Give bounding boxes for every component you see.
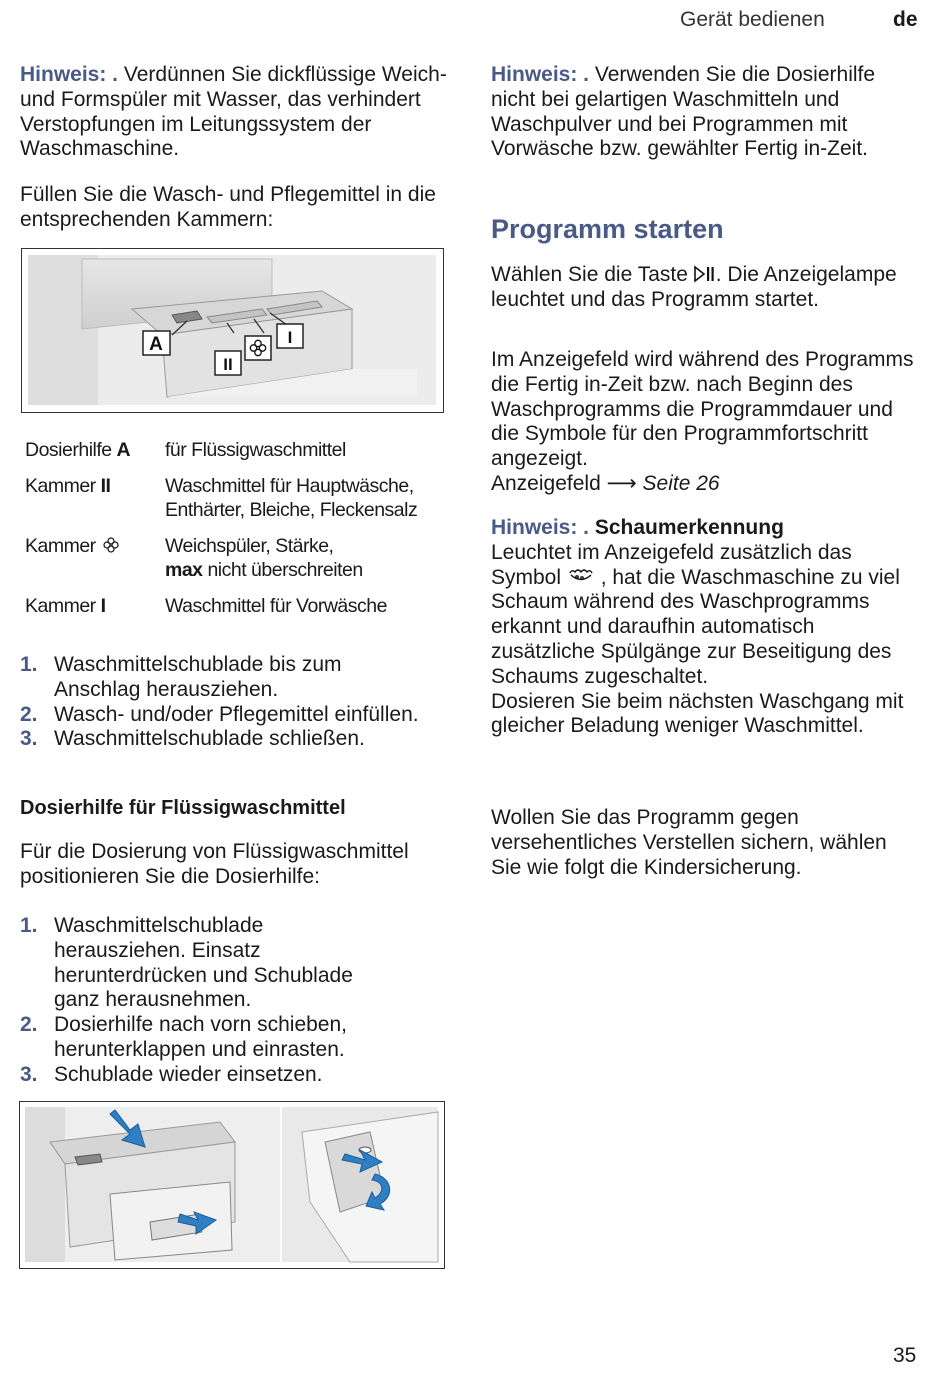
drawer-illustration (22, 249, 442, 411)
page-number: 35 (893, 1344, 917, 1367)
list-item: 3. Schublade wieder einsetzen. (20, 1062, 323, 1086)
chamber-table (25, 438, 417, 630)
dosier-figure (19, 1101, 445, 1269)
language-code: de (893, 8, 918, 31)
list-item: 2. Dosierhilfe nach vorn schieben, herunterklappen und einrasten. (20, 1013, 347, 1061)
foam-icon (567, 567, 595, 585)
chamber-desc: für Flüssigwaschmittel (165, 439, 346, 461)
list-item: 1. Waschmittelschublade bis zum Anschlag herausziehen. (20, 653, 342, 701)
child-lock-text: Wollen Sie das Programm gegen versehentliches Verstellen sichern, wählen Sie wie folgt die Kindersicherung. (491, 806, 887, 879)
chamber-desc: Waschmittel für Hauptwäsche, Enthärter, Bleiche, Fleckensalz (165, 475, 418, 521)
section-heading-program-start: Programm starten (491, 214, 724, 244)
list-item: 1. Waschmittelschublade herausziehen. Einsatz herunterdrücken und Schublade ganz herausnehmen. (20, 914, 353, 1012)
chamber-desc: Waschmittel für Vorwäsche (165, 595, 387, 617)
fill-steps-list (20, 653, 420, 752)
chamber-name: Kammer (25, 534, 165, 594)
flower-icon (101, 536, 121, 554)
page-reference-link[interactable]: Seite 26 (636, 471, 720, 495)
start-instruction: Wählen Sie die Taste . Die Anzeigelampe leuchtet und das Programm startet. (491, 263, 897, 311)
note-dilute (20, 63, 450, 162)
display-description: Im Anzeigefeld wird während des Programms die Fertig in-Zeit bzw. nach Beginn des Waschprogramms die Programmdauer und die Symbole für den Programmfortschritt angezeigt. Anzeigefeld ⟶ Seite 26 (491, 348, 914, 495)
label-a: A (149, 334, 163, 355)
label-box-softener (245, 336, 271, 360)
fill-instruction: Füllen Sie die Wasch- und Pflegemittel in die entsprechenden Kammern: (20, 183, 436, 231)
note-title: Schaumerkennung (589, 516, 784, 539)
note-label: Hinweis: . (20, 63, 119, 86)
label-i: I (287, 328, 293, 347)
chamber-name: Kammer II (25, 475, 111, 497)
note-label: Hinweis: . (491, 516, 590, 539)
note-dosierhilfe (491, 63, 921, 162)
list-item: 2. Wasch- und/oder Pflegemittel einfüllen. (20, 702, 419, 726)
page-header (0, 8, 950, 38)
chamber-desc: Weichspüler, Stärke, max nicht überschreiten (165, 535, 363, 581)
drawer-figure (21, 248, 444, 413)
list-item: 3. Waschmittelschublade schließen. (20, 727, 365, 751)
table-row (25, 438, 417, 474)
dosier-steps-list (20, 914, 400, 1088)
chamber-name: Kammer I (25, 595, 106, 617)
table-row (25, 534, 417, 594)
note-text: Verdünnen Sie dickflüssige Weich- und Formspüler mit Wasser, das verhindert Verstopfungen im Leitungssystem der Waschmaschine. (20, 63, 447, 161)
note-text: Verwenden Sie die Dosierhilfe nicht bei gelartigen Waschmitteln und Waschpulver und bei Programmen mit Vorwäsche bzw. gewählter Fertig in-Zeit. (491, 63, 876, 161)
label-ii: II (223, 355, 233, 374)
start-pause-icon (694, 265, 716, 283)
note-label: Hinweis: . (491, 63, 590, 86)
table-row (25, 594, 417, 630)
dosier-illustration (20, 1102, 443, 1267)
reference-arrow-icon: ⟶ (606, 471, 637, 495)
chamber-name: Dosierhilfe A (25, 439, 131, 461)
note-foam: Hinweis: . Schaumerkennung Leuchtet im Anzeigefeld zusätzlich das Symbol , hat die Waschmaschine zu viel Schaum während des Waschprogramms erkannt und daraufhin automatisch zusätzliche Spülgänge zur Beseitigung des Schaums zugeschaltet. Dosieren Sie beim nächsten Waschgang mit gleicher Beladung weniger Waschmittel. (491, 516, 904, 738)
table-row (25, 474, 417, 534)
section-heading-dosierhilfe: Dosierhilfe für Flüssigwaschmittel (20, 797, 346, 819)
dosier-intro: Für die Dosierung von Flüssigwaschmittel positionieren Sie die Dosierhilfe: (20, 840, 409, 888)
section-title: Gerät bedienen (680, 8, 825, 31)
